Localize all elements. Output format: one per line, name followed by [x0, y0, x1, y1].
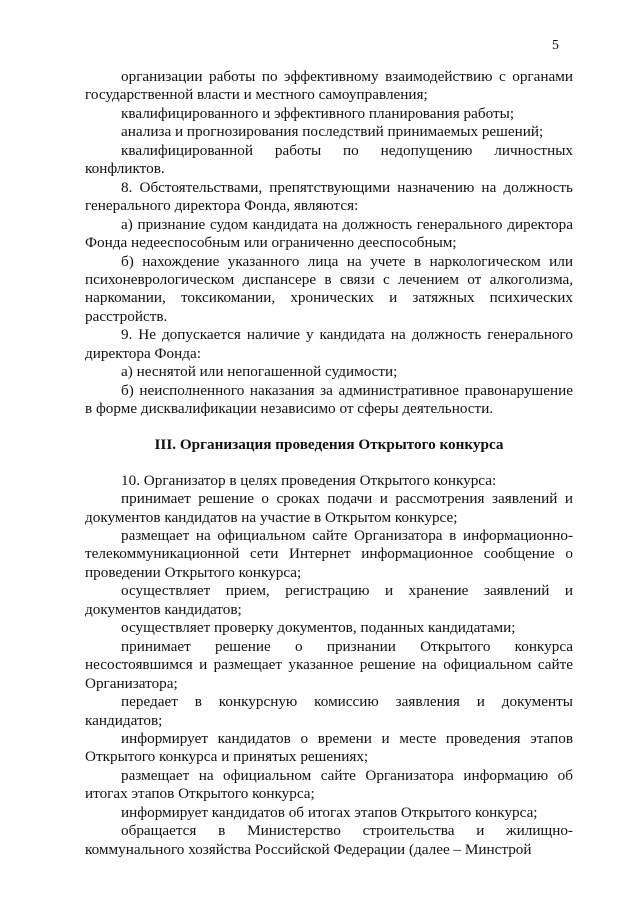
paragraph-transfer-to-commission: передает в конкурсную комиссию заявления и документы кандидатов; [85, 693, 573, 729]
paragraph-decision-analysis: анализа и прогнозирования последствий принимаемых решений; [121, 123, 544, 141]
paragraph-work-planning: квалифицированного и эффективного планирования работы; [121, 104, 515, 122]
paragraph-item-8b: б) нахождение указанного лица на учете в наркологическом или психоневрологическом диспансере в связи с лечением от алкоголизма, наркомании, токсикомании, хронических и затяжных психических расстройств. [85, 252, 573, 325]
paragraph-ministry-request: обращается в Министерство строительства и жилищно-коммунального хозяйства Российской Федерации (далее – Минстрой [85, 822, 573, 858]
paragraph-receive-documents: осуществляет прием, регистрацию и хранение заявлений и документов кандидатов; [85, 582, 573, 618]
paragraph-publish-results: размещает на официальном сайте Организатора информацию об итогах этапов Открытого конкурса; [85, 766, 573, 803]
paragraph-publish-announcement: размещает на официальном сайте Организатора в информационно-телекоммуникационной сети Интернет информационное сообщение о проведении Открытого конкурса; [85, 526, 573, 581]
paragraph-item-8a: а) признание судом кандидата на должность генерального директора Фонда недееспособным или ограниченно дееспособным; [85, 215, 573, 252]
paragraph-check-documents: осуществляет проверку документов, поданных кандидатами; [121, 619, 516, 637]
paragraph-inform-results: информирует кандидатов об итогах этапов Открытого конкурса; [121, 803, 538, 821]
paragraph-contest-failed: принимает решение о признании Открытого конкурса несостоявшимся и размещает указанное решение на официальном сайте Организатора; [85, 637, 573, 692]
paragraph-item-9a: а) неснятой или непогашенной судимости; [121, 363, 398, 381]
paragraph-item-8: 8. Обстоятельствами, препятствующими назначению на должность генерального директора Фонда, являются: [85, 178, 573, 215]
document-body [85, 68, 573, 859]
paragraph-deadlines-decision: принимает решение о сроках подачи и рассмотрения заявлений и документов кандидатов на участие в Открытом конкурсе; [85, 490, 573, 526]
paragraph-conflict-prevention: квалифицированной работы по недопущению личностных конфликтов. [85, 141, 573, 178]
paragraph-inform-stages: информирует кандидатов о времени и месте проведения этапов Открытого конкурса и принятых решениях; [85, 729, 573, 766]
section-heading: III. Организация проведения Открытого конкурса [154, 435, 504, 453]
page-number: 5 [552, 38, 559, 53]
paragraph-interaction-organization: организации работы по эффективному взаимодействию с органами государственной власти и местного самоуправления; [85, 68, 573, 104]
paragraph-item-10: 10. Организатор в целях проведения Открытого конкурса: [121, 471, 497, 489]
paragraph-item-9: 9. Не допускается наличие у кандидата на должность генерального директора Фонда: [85, 326, 573, 362]
paragraph-item-9b: б) неисполненного наказания за административное правонарушение в форме дисквалификации независимо от сферы деятельности. [85, 381, 573, 418]
